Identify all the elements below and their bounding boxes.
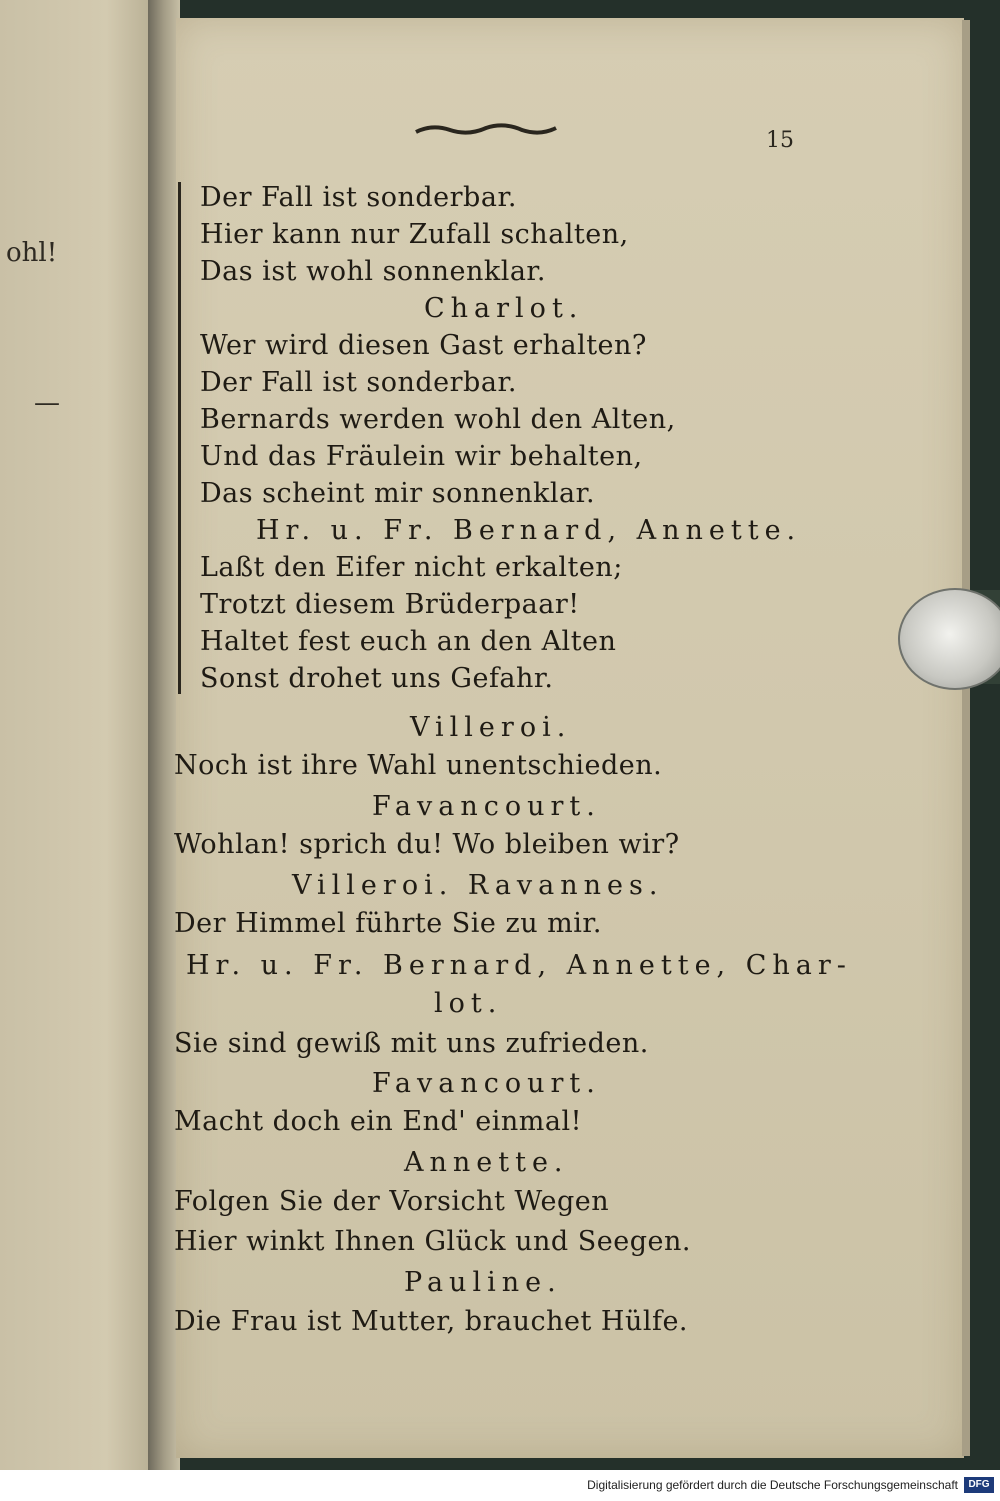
speaker-name: Pauline. [404, 1267, 562, 1298]
verse-line: Trotzt diesem Brüderpaar! [200, 589, 580, 620]
verse-line: Hier winkt Ihnen Glück und Seegen. [174, 1226, 691, 1257]
footer-credit: Digitalisierung gefördert durch die Deutsche Forschungsgemeinschaft [587, 1478, 958, 1492]
verse-line: Der Himmel führte Sie zu mir. [174, 908, 602, 939]
verse-line: Haltet fest euch an den Alten [200, 626, 617, 657]
speaker-name: Favancourt. [372, 791, 601, 822]
verse-line: Hier kann nur Zufall schalten, [200, 219, 629, 250]
left-page [0, 0, 152, 1470]
verse-line: Sie sind gewiß mit uns zufrieden. [174, 1028, 649, 1059]
left-page-fragment: ohl! [6, 238, 58, 268]
speaker-name: Villeroi. [410, 712, 572, 743]
verse-line: Der Fall ist sonderbar. [200, 182, 517, 213]
page-number: 15 [766, 128, 794, 153]
verse-line: Das scheint mir sonnenklar. [200, 478, 596, 509]
verse-line: Bernards werden wohl den Alten, [200, 404, 676, 435]
verse-line: Wohlan! sprich du! Wo bleiben wir? [174, 829, 680, 860]
verse-line: Noch ist ihre Wahl unentschieden. [174, 750, 663, 781]
speaker-name: lot. [434, 988, 503, 1019]
ornament-rule [414, 120, 558, 140]
dfg-logo: DFG [964, 1477, 994, 1493]
speaker-name: Villeroi. Ravannes. [292, 870, 664, 901]
footer-bar [0, 1470, 1000, 1501]
verse-line: Das ist wohl sonnenklar. [200, 256, 546, 287]
speaker-name: Hr. u. Fr. Bernard, Annette, Char- [186, 950, 852, 981]
speaker-name: Charlot. [424, 293, 584, 324]
left-page-dash: — [34, 388, 60, 418]
page-edge [962, 20, 970, 1456]
verse-line: Und das Fräulein wir behalten, [200, 441, 643, 472]
verse-line: Wer wird diesen Gast erhalten? [200, 330, 647, 361]
verse-bracket [178, 182, 181, 694]
speaker-name: Favancourt. [372, 1068, 601, 1099]
verse-line: Laßt den Eifer nicht erkalten; [200, 552, 623, 583]
verse-line: Macht doch ein End' einmal! [174, 1106, 582, 1137]
verse-line: Sonst drohet uns Gefahr. [200, 663, 554, 694]
verse-line: Der Fall ist sonderbar. [200, 367, 517, 398]
page-clip [898, 588, 1000, 690]
speaker-name: Hr. u. Fr. Bernard, Annette. [256, 515, 802, 546]
verse-line: Die Frau ist Mutter, brauchet Hülfe. [174, 1306, 689, 1337]
speaker-name: Annette. [404, 1147, 569, 1178]
verse-line: Folgen Sie der Vorsicht Wegen [174, 1186, 610, 1217]
